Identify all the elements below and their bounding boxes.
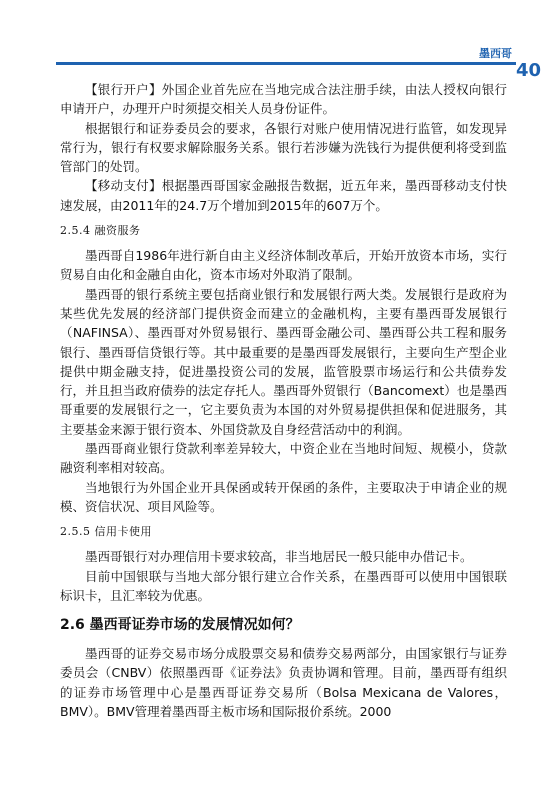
paragraph: 墨西哥自1986年进行新自由主义经济体制改革后，开始开放资本市场，实行贸易自由化和金融自由化，资本市场对外取消了限制。 [60,248,507,283]
paragraph: 目前中国银联与当地大部分银行建立合作关系，在墨西哥可以使用中国银联标识卡，且汇率较为优惠。 [60,568,507,603]
paragraph: 【移动支付】根据墨西哥国家金融报告数据，近五年来，墨西哥移动支付快速发展，由2011年的24.7万个增加到2015年的607万个。 [60,178,507,213]
section-heading-2-5-5: 2.5.5 信用卡使用 [60,525,152,539]
paragraph: 墨西哥商业银行贷款利率差异较大，中资企业在当地时间短、规模小，贷款融资利率相对较高。 [60,441,507,476]
header-title: 墨西哥 [479,47,512,60]
paragraph: 墨西哥的证券交易市场分成股票交易和债券交易两部分，由国家银行与证券委员会（CNBV）依照墨西哥《证券法》负责协调和管理。目前，墨西哥有组织的证券市场管理中心是墨西哥证券交易所（Bolsa Mexicana de Valores，BMV）。BMV管理着墨西哥主板市场和国际报价系统。2000 [60,646,507,720]
section-heading-2-5-4: 2.5.4 融资服务 [60,224,141,238]
page-body [60,80,507,721]
header-rule [56,62,516,65]
paragraph: 【银行开户】外国企业首先应在当地完成合法注册手续，由法人授权向银行申请开户，办理开户时须提交相关人员身份证件。 [60,82,507,117]
paragraph: 当地银行为外国企业开具保函或转开保函的条件，主要取决于申请企业的规模、资信状况、项目风险等。 [60,479,507,514]
section-heading-2-6: 2.6 墨西哥证券市场的发展情况如何？ [60,617,300,634]
page-number: 40 [516,60,542,81]
paragraph: 墨西哥的银行系统主要包括商业银行和发展银行两大类。发展银行是政府为某些优先发展的经济部门提供资金而建立的金融机构，主要有墨西哥发展银行（NAFINSA）、墨西哥对外贸易银行、墨西哥金融公司、墨西哥公共工程和服务银行、墨西哥信贷银行等。其中最重要的是墨西哥发展银行，主要向生产型企业提供中期金融支持，促进墨投资公司的发展，监管股票市场运行和公共债券发行，并且担当政府债券的法定存托人。墨西哥外贸银行（Bancomext）也是墨西哥重要的发展银行之一，它主要负责为本国的对外贸易提供担保和促进服务，其主要基金来源于银行资本、外国贷款及自身经营活动中的利润。 [60,286,507,437]
paragraph: 根据银行和证券委员会的要求，各银行对账户使用情况进行监管，如发现异常行为，银行有权要求解除服务关系。银行若涉嫌为洗钱行为提供便利将受到监管部门的处罚。 [60,120,507,175]
paragraph: 墨西哥银行对办理信用卡要求较高，非当地居民一般只能申办借记卡。 [85,549,473,565]
